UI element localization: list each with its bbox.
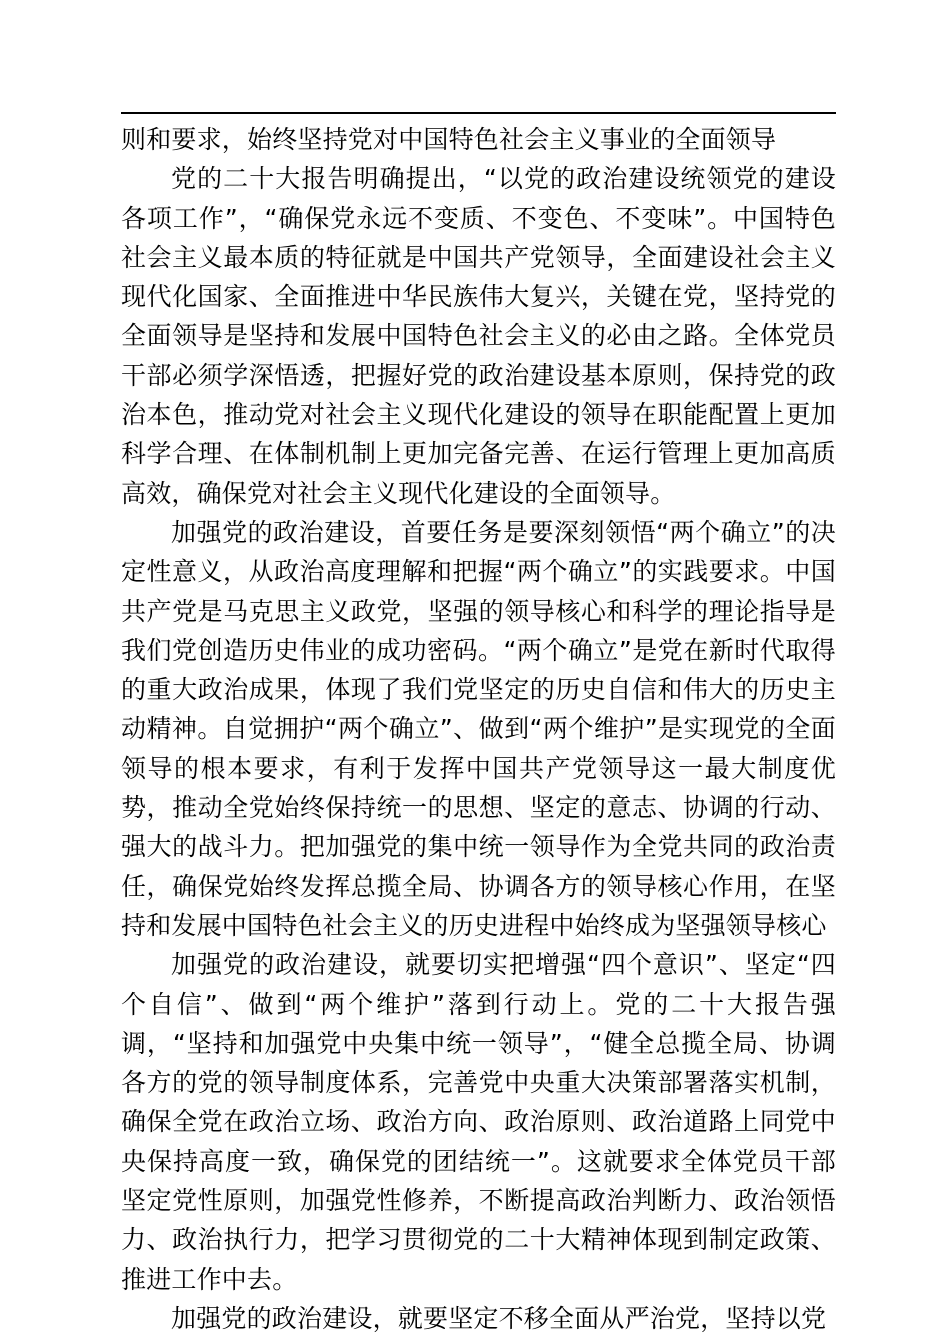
body-text xyxy=(121,120,836,1338)
paragraph-four-consciousness: 加强党的政治建设，就要切实把增强“四个意识”、坚定“四个自信”、做到“两个维护”落到行动上。党的二十大报告强调，“坚持和加强党中央集中统一领导”，“健全总揽全局、协调各方的党的领导制度体系，完善党中央重大决策部署落实机制，确保全党在政治立场、政治方向、政治原则、政治道路上同党中央保持高度一致，确保党的团结统一”。这就要求全体党员干部坚定党性原则，加强党性修养，不断提高政治判断力、政治领悟力、政治执行力，把学习贯彻党的二十大精神体现到制定政策、推进工作中去。 xyxy=(121,950,836,1294)
header-rule xyxy=(121,112,836,114)
paragraph-continuation: 则和要求，始终坚持党对中国特色社会主义事业的全面领导 xyxy=(121,125,777,154)
paragraph-strict-governance: 加强党的政治建设，就要坚定不移全面从严治党，坚持以党 xyxy=(171,1303,827,1333)
paragraph-two-establishes: 加强党的政治建设，首要任务是要深刻领悟“两个确立”的决定性意义，从政治高度理解和把握“两个确立”的实践要求。中国共产党是马克思主义政党，坚强的领导核心和科学的理论指导是我们党创造历史伟业的成功密码。“两个确立”是党在新时代取得的重大政治成果，体现了我们党坚定的历史自信和伟大的历史主动精神。自觉拥护“两个确立”、做到“两个维护”是实现党的全面领导的根本要求，有利于发挥中国共产党领导这一最大制度优势，推动全党始终保持统一的思想、坚定的意志、协调的行动、强大的战斗力。把加强党的集中统一领导作为全党共同的政治责任，确保党始终发挥总揽全局、协调各方的领导核心作用，在坚持和发展中国特色社会主义的历史进程中始终成为坚强领导核心 xyxy=(121,517,836,940)
paragraph-party-leadership: 党的二十大报告明确提出，“以党的政治建设统领党的建设各项工作”，“确保党永远不变质、不变色、不变味”。中国特色社会主义最本质的特征就是中国共产党领导，全面建设社会主义现代化国家、全面推进中华民族伟大复兴，关键在党，坚持党的全面领导是坚持和发展中国特色社会主义的必由之路。全体党员干部必须学深悟透，把握好党的政治建设基本原则，保持党的政治本色，推动党对社会主义现代化建设的领导在职能配置上更加科学合理、在体制机制上更加完备完善、在运行管理上更加高质高效，确保党对社会主义现代化建设的全面领导。 xyxy=(121,164,836,508)
